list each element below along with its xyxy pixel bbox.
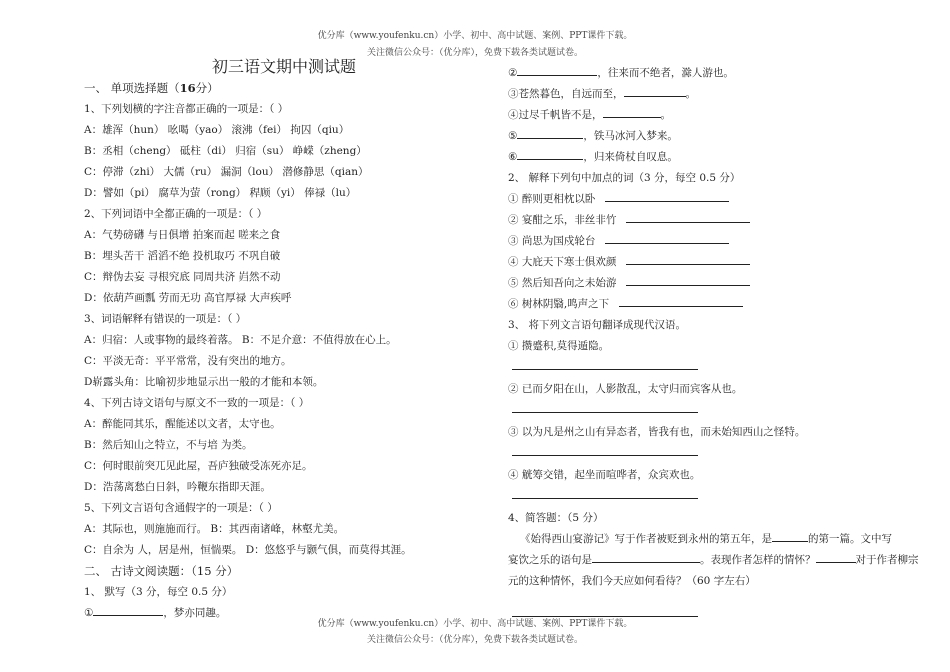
left-column	[84, 56, 484, 624]
question-line: B：丞相（cheng） 砥柱（di） 归宿（su） 峥嵘（zheng）	[84, 145, 367, 157]
section-2-heading: 二、 古诗文阅读题：（15 分）	[84, 564, 239, 578]
question-line: A：归宿：人或事物的最终着落。 B：不足介意：不值得放在心上。	[84, 334, 397, 346]
q3-item: ③ 以为凡是州之山有异态者，皆我有也，而未始知西山之怪特。	[508, 426, 806, 438]
answer-line[interactable]	[512, 486, 698, 499]
right-column	[508, 63, 919, 617]
fill-item: ② ，往来而不绝者，滁人游也。	[508, 63, 888, 84]
answer-line[interactable]	[512, 443, 698, 456]
question-line: A：其际也，则施施而行。 B：其西南诸峰，林壑尤美。	[84, 523, 345, 535]
blank-line[interactable]	[605, 231, 729, 244]
question-4-heading: 4、简答题：（5 分）	[508, 512, 604, 524]
question-line: 2、下列词语中全都正确的一项是：（ ）	[84, 208, 268, 220]
section-1-heading: 一、 单项选择题（16分）	[84, 81, 219, 95]
blank-line[interactable]	[592, 550, 700, 563]
header-line-1: 优分库（www.youfenku.cn）小学、初中、高中试题、案例、PPT课件下载。	[317, 31, 633, 41]
fill-item: ⑥ ，归来倚杖自叹息。	[508, 147, 888, 168]
fill-item-1: ① ，梦亦同趣。	[84, 603, 484, 624]
question-line: B：埋头苦干 滔滔不绝 投机取巧 不巩自破	[84, 250, 281, 262]
question-line: D：依葫芦画瓢 劳而无功 高官厚禄 大声疾呼	[84, 292, 292, 304]
blank-line[interactable]	[816, 550, 856, 563]
blank-line[interactable]	[93, 603, 163, 616]
question-line: D：浩荡离愁白日斜，吟鞭东指即天涯。	[84, 481, 271, 493]
blank-line[interactable]	[605, 189, 729, 202]
blank-line[interactable]	[626, 210, 750, 223]
blank-line[interactable]	[517, 126, 583, 139]
q4-paragraph-1: 《始得西山宴游记》写于作者被贬到永州的第五年，是 的第一篇。文中写	[508, 529, 888, 550]
q4-paragraph-3: 元的这种情怀，我们今天应如何看待？（60 字左右）	[508, 575, 756, 587]
question-line: 4、下列古诗文语句与原文不一致的一项是：（ ）	[84, 397, 310, 409]
question-line: C：辩伪去妄 寻根究底 同周共济 岿然不动	[84, 271, 281, 283]
question-line: D崭露头角：比喻初步地显示出一般的才能和本领。	[84, 376, 324, 388]
question-line: C：平淡无奇：平平常常，没有突出的地方。	[84, 355, 292, 367]
blank-line[interactable]	[517, 147, 583, 160]
blank-line[interactable]	[626, 273, 750, 286]
answer-line[interactable]	[512, 400, 698, 413]
q3-items	[508, 336, 888, 499]
question-1-heading: 1、 默写（3 分，每空 0.5 分）	[84, 586, 233, 598]
fill-item: ⑤ ，铁马冰河入梦来。	[508, 126, 888, 147]
footer-line-1: 优分库（www.youfenku.cn）小学、初中、高中试题、案例、PPT课件下载。	[317, 619, 633, 629]
fill-items	[508, 63, 888, 168]
q2-item: ⑥ 树林阴翳,鸣声之下	[508, 294, 888, 315]
blank-line[interactable]	[626, 252, 750, 265]
blank-line[interactable]	[772, 529, 808, 542]
fill-item: ③苍然暮色，自远而至， 。	[508, 84, 888, 105]
question-line: C：何时眼前突兀见此屋，吾庐独破受冻死亦足。	[84, 460, 313, 472]
answer-line[interactable]	[512, 604, 698, 617]
question-3-heading: 3、 将下列文言语句翻译成现代汉语。	[508, 319, 687, 331]
q2-item: ④ 大庇天下寒士俱欢颜	[508, 252, 888, 273]
q2-item: ② 宴酣之乐，非丝非竹	[508, 210, 888, 231]
blank-line[interactable]	[624, 84, 686, 97]
question-line: C：停滞（zhi） 大儒（ru） 漏洞（lou） 潜修静思（qian）	[84, 166, 369, 178]
q2-items	[508, 189, 888, 315]
question-line: A：气势磅礴 与日俱增 拍案而起 嗟来之食	[84, 229, 281, 241]
header-line-2: 关注微信公众号：（优分库），免费下载各类试题试卷。	[366, 48, 583, 58]
q2-item: ① 醉则更相枕以卧	[508, 189, 888, 210]
q4-paragraph-2: 宴饮之乐的语句是 。表现作者怎样的情怀？ 对于作者柳宗	[508, 550, 888, 571]
blank-line[interactable]	[603, 105, 661, 118]
question-line: D：譬如（pi） 腐草为萤（rong） 稈顾（yi） 俸禄（lu）	[84, 187, 357, 199]
answer-line[interactable]	[512, 357, 698, 370]
q2-item: ③ 尚思为国戍轮台	[508, 231, 888, 252]
question-line: A：雄浑（hun） 吆喝（yao） 滚沸（fei） 拘囚（qiu）	[84, 124, 350, 136]
question-line: B：然后知山之特立，不与培 为类。	[84, 439, 253, 451]
question-line: A：醉能同其乐，醒能述以文者，太守也。	[84, 418, 281, 430]
question-2-heading: 2、 解释下列句中加点的词（3 分，每空 0.5 分）	[508, 172, 741, 184]
q3-item: ① 攒蹙积,莫得遁隐。	[508, 340, 610, 352]
blank-line[interactable]	[619, 294, 743, 307]
page-title: 初三语文期中测试题	[212, 57, 357, 76]
q3-item: ② 已而夕阳在山，人影散乱，太守归而宾客从也。	[508, 383, 743, 395]
question-line: 1、下列划横的字注音都正确的一项是：（ ）	[84, 103, 289, 115]
q2-item: ⑤ 然后知吾向之未始游	[508, 273, 888, 294]
blank-line[interactable]	[517, 63, 597, 76]
q3-item: ④ 觥筹交错，起坐而喧哗者，众宾欢也。	[508, 469, 701, 481]
left-question-list	[84, 99, 484, 561]
fill-item: ④过尽千帆皆不是， 。	[508, 105, 888, 126]
question-line: C：自余为 人，居是州，恒惴栗。 D：悠悠乎与颢气俱，而莫得其涯。	[84, 544, 412, 556]
footer-line-2: 关注微信公众号：（优分库），免费下载各类试题试卷。	[366, 635, 583, 645]
question-line: 5、下列文言语句含通假字的一项是：（ ）	[84, 502, 278, 514]
question-line: 3、词语解释有错误的一项是：（ ）	[84, 313, 247, 325]
